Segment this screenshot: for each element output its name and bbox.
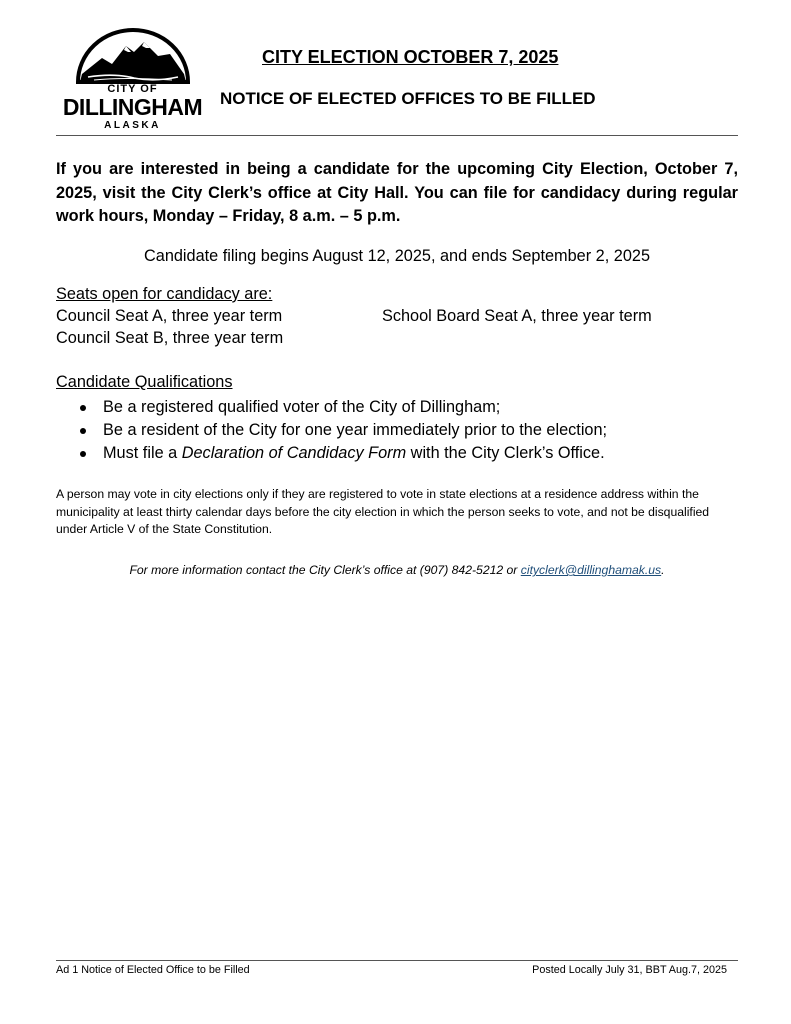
list-item	[76, 396, 607, 419]
seat-council-a: Council Seat A, three year term	[56, 307, 283, 325]
logo-alaska: ALASKA	[104, 120, 161, 131]
qualification-text: Be a registered qualified voter of the City of Dillingham;	[103, 398, 501, 416]
header-divider	[56, 135, 738, 136]
filing-period: Candidate filing begins August 12, 2025, and ends September 2, 2025	[144, 247, 650, 265]
footer-posted-date: Posted Locally July 31, BBT Aug.7, 2025	[532, 964, 727, 976]
bullet-icon	[80, 451, 86, 457]
bullet-icon	[80, 405, 86, 411]
seat-council-b: Council Seat B, three year term	[56, 329, 284, 347]
page-title: CITY ELECTION OCTOBER 7, 2025	[262, 47, 559, 67]
page-subtitle: NOTICE OF ELECTED OFFICES TO BE FILLED	[220, 89, 596, 108]
seats-heading: Seats open for candidacy are:	[56, 285, 273, 303]
contact-end: .	[661, 563, 665, 577]
logo-city-of: CITY OF	[107, 83, 158, 95]
qualifications-list	[76, 396, 607, 465]
city-logo	[60, 28, 205, 134]
intro-paragraph: If you are interested in being a candidate for the upcoming City Election, October 7, 2025, visit the City Clerk’s office at City Hall. You can file for candidacy during regular work hours, Monday – Friday, 8 a.m. – 5 p.m.	[56, 160, 738, 225]
logo-dillingham: DILLINGHAM	[62, 94, 203, 120]
bullet-icon	[80, 428, 86, 434]
qualification-prefix: Must file a	[103, 444, 182, 462]
list-item	[76, 419, 607, 442]
mountain-landscape-icon	[74, 28, 192, 84]
clerk-email-link[interactable]: cityclerk@dillinghamak.us	[520, 563, 662, 577]
contact-text: For more information contact the City Clerk’s office at (907) 842-5212 or	[129, 563, 521, 577]
declaration-form-name: Declaration of Candidacy Form	[181, 444, 407, 462]
contact-line	[56, 563, 738, 577]
footer-divider	[56, 960, 738, 961]
footer-ad-label: Ad 1 Notice of Elected Office to be Filled	[56, 964, 250, 976]
voting-eligibility-paragraph: A person may vote in city elections only if they are registered to vote in state elections at a residence address within the municipality at least thirty calendar days before the city election in which the person seeks to vote, and not be disqualified under Article V of the State Constitution.	[56, 487, 710, 537]
qualification-text: Be a resident of the City for one year immediately prior to the election;	[103, 421, 608, 439]
list-item	[76, 442, 607, 465]
qualifications-heading: Candidate Qualifications	[56, 373, 233, 391]
qualification-suffix: with the City Clerk’s Office.	[406, 444, 605, 462]
seat-school-board-a: School Board Seat A, three year term	[382, 307, 652, 325]
